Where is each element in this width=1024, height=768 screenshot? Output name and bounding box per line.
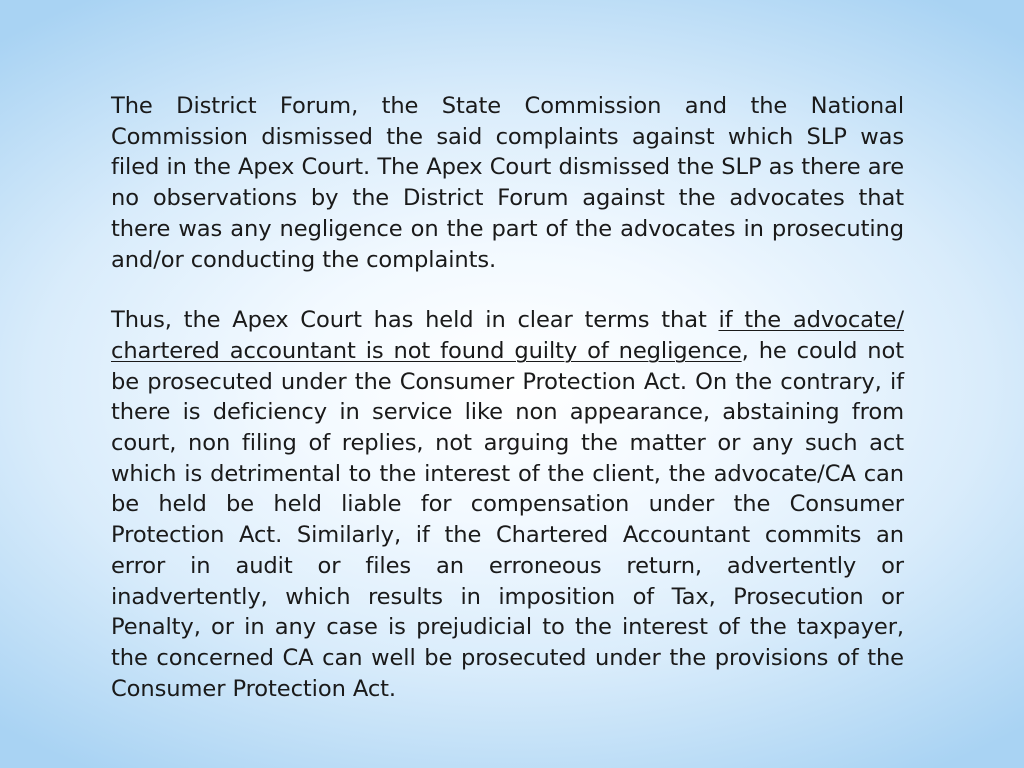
paragraph-liability [111, 305, 904, 704]
paragraph-liability-body: , he could not be prosecuted under the Consumer Protection Act. On the contrary, if there is deficiency in service like non appearance, abstaining from court, non filing of replies, not arguing the matter or any such act which is detrimental to the interest of the client, the advocate/CA can be held be held liable for compensation under the Consumer Protection Act. Similarly, if the Chartered Accountant commits an error in audit or files an erroneous return, advertently or inadvertently, which results in imposition of Tax, Prosecution or Penalty, or in any case is prejudicial to the interest of the taxpayer, the concerned CA can well be prosecuted under the provisions of the Consumer Protection Act. [111, 337, 904, 702]
paragraph-dismissal: The District Forum, the State Commission and the National Commission dismissed the said complaints against which SLP was filed in the Apex Court. The Apex Court dismissed the SLP as there are no observations by the District Forum against the advocates that there was any negligence on the part of the advocates in prosecuting and/or conducting the complaints. [111, 93, 904, 273]
slide-content [111, 91, 904, 704]
paragraph-liability-intro: Thus, the Apex Court has held in clear terms that [111, 307, 719, 334]
underlined-key-phrase: if the advocate/ chartered accountant is not found guilty of negligence [111, 307, 904, 364]
